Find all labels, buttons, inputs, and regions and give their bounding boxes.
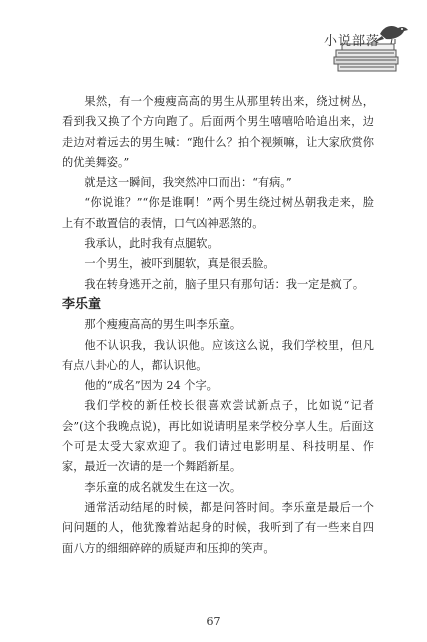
page-number: 67 <box>206 615 221 628</box>
header-title: 小说部落 <box>324 34 381 49</box>
paragraph: 就是这一瞬间，我突然冲口而出：“有病。” <box>84 176 292 190</box>
page-header <box>296 6 422 76</box>
paragraph: 李乐童的成名就发生在这一次。 <box>84 480 242 494</box>
section-title: 李乐童 <box>62 296 102 312</box>
paragraph: 我在转身逃开之前，脑子里只有那句话：我一定是疯了。 <box>84 277 365 291</box>
paragraph: 我承认，此时我有点腿软。 <box>84 237 219 251</box>
paragraph: 通常活动结尾的时候，都是问答时间。李乐童是最后一个问问题的人，他犹豫着站起身的时候，我听到了有一些来自四面八方的细细碎碎的质疑声和压抑的笑声。 <box>62 500 374 555</box>
paragraph: 我们学校的新任校长很喜欢尝试新点子，比如说“记者会”(这个我晚点说)，再比如说请明星来学校分享人生。后面这个可是太受大家欢迎了。我们请过电影明星、科技明星、作家，最近一次请的是一个舞蹈新星。 <box>62 399 374 474</box>
paragraph: 他不认识我，我认识他。应该这么说，我们学校里，但凡有点八卦心的人，都认识他。 <box>62 338 374 372</box>
paragraph: 果然，有一个瘦瘦高高的男生从那里转出来，绕过树丛，看到我又换了个方向跑了。后面两个男生嘻嘻哈哈追出来，边走边对着远去的男生喊：“跑什么？拍个视频嘛，让大家欣赏你的优美舞姿。” <box>62 95 374 169</box>
paragraph: 他的“成名”因为 24 个字。 <box>84 379 218 393</box>
paragraph: “你说谁？”“你是谁啊！”两个男生绕过树丛朝我走来，脸上有不敢置信的表情，口气凶神恶煞的。 <box>62 196 374 230</box>
page-body <box>62 92 374 559</box>
paragraph: 一个男生，被吓到腿软，真是很丢脸。 <box>84 257 275 271</box>
paragraph: 那个瘦瘦高高的男生叫李乐童。 <box>84 318 242 332</box>
